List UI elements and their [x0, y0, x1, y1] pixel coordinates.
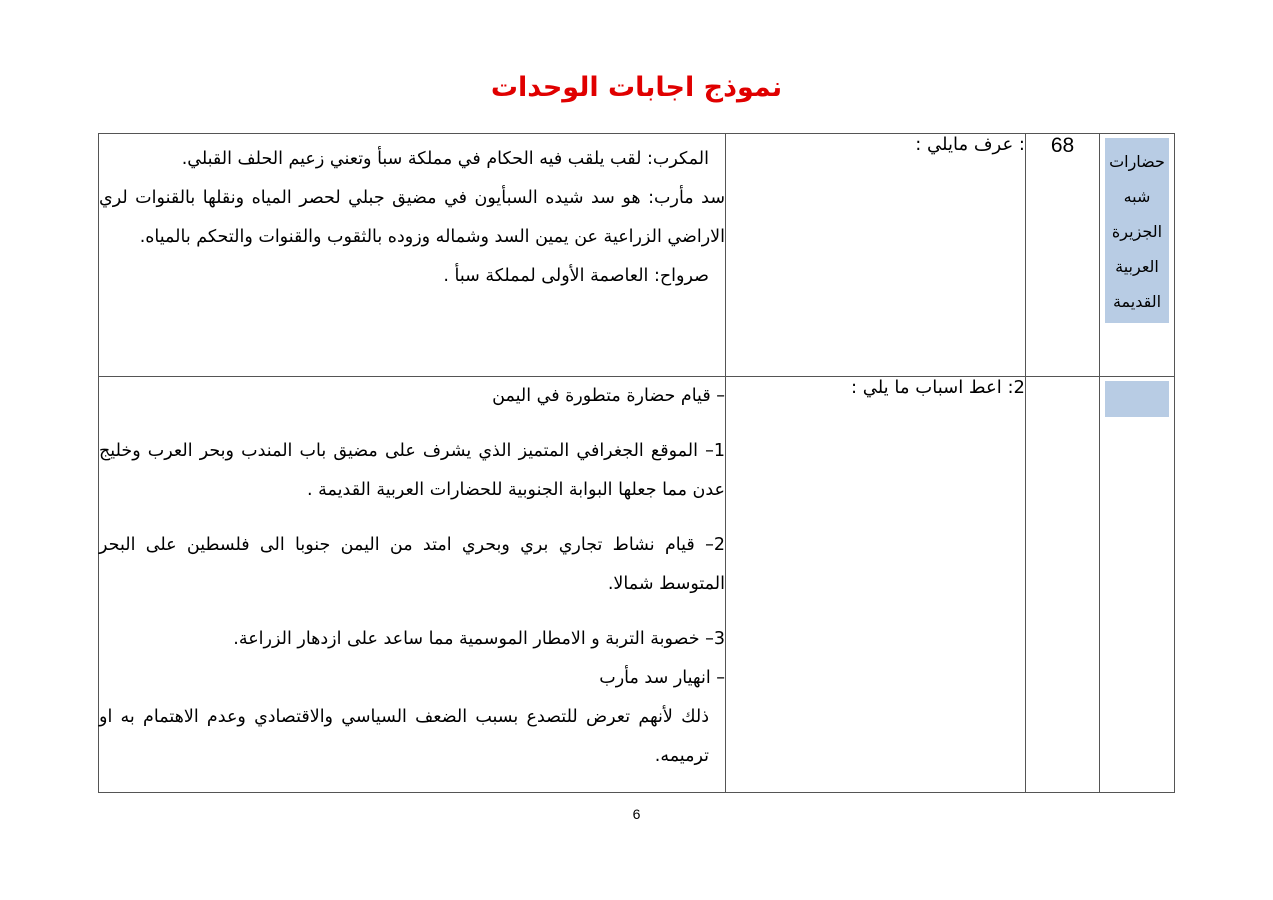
answer-line: – انهيار سد مأرب: [599, 668, 725, 688]
question-text: 2: اعط اسباب ما يلي :: [726, 377, 1026, 793]
unit-cell: [1100, 134, 1175, 377]
answer-cell: [99, 134, 726, 377]
unit-cell: [1100, 377, 1175, 793]
page-title: نموذج اجابات الوحدات: [490, 72, 783, 103]
answers-table: [98, 133, 1175, 793]
unit-label: [1105, 381, 1169, 417]
answer-line: – قيام حضارة متطورة في اليمن: [492, 386, 725, 406]
answer-line: ذلك لأنهم تعرض للتصدع بسبب الضعف السياسي والاقتصادي وعدم الاهتمام به او ترميمه.: [99, 707, 709, 766]
question-text: : عرف مايلي :: [726, 134, 1026, 377]
page-number: 6: [632, 806, 641, 822]
answer-line: سد مأرب: هو سد شيده السبأيون في مضيق جبلي لحصر المياه ونقلها بالقنوات لري الاراضي الزراعية عن يمين السد وشماله وزوده بالثقوب والقنوات والتحكم بالمياه.: [99, 188, 725, 247]
answer-line: صرواح: العاصمة الأولى لمملكة سبأ .: [443, 266, 709, 286]
answer-line: المكرب: لقب يلقب فيه الحكام في مملكة سبأ وتعني زعيم الحلف القبلي.: [181, 149, 709, 169]
table-row: [99, 134, 1175, 377]
question-number: [1026, 377, 1100, 793]
unit-label: حضارات شبه الجزيرة العربية القديمة: [1105, 138, 1169, 323]
question-number: 68: [1026, 134, 1100, 377]
answer-line: 1– الموقع الجغرافي المتميز الذي يشرف على مضيق باب المندب وبحر العرب وخليج عدن مما جعلها البوابة الجنوبية للحضارات العربية القديمة .: [99, 441, 725, 500]
table-row: [99, 377, 1175, 793]
answer-cell: [99, 377, 726, 793]
answer-line: 3– خصوبة التربة و الامطار الموسمية مما ساعد على ازدهار الزراعة.: [233, 629, 725, 649]
answer-line: 2– قيام نشاط تجاري بري وبحري امتد من اليمن جنوبا الى فلسطين على البحر المتوسط شمالا.: [99, 535, 725, 594]
